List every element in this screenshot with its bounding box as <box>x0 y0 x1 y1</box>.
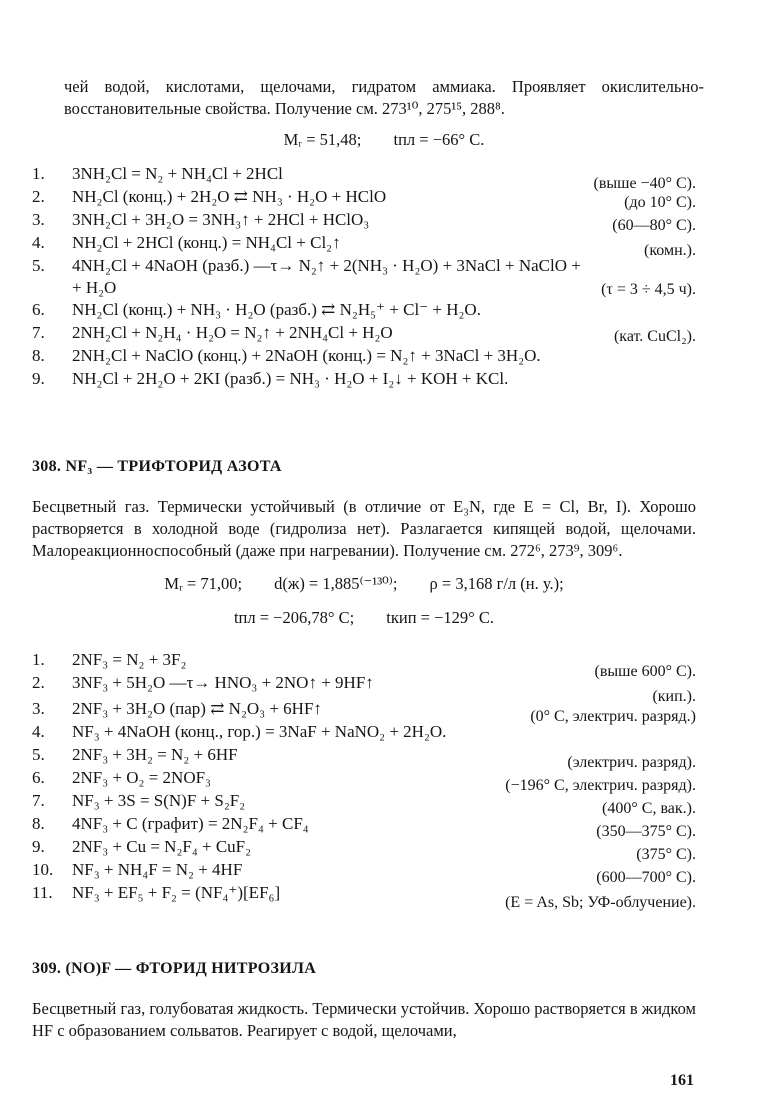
reaction-number: 1. <box>32 164 45 183</box>
reaction-line <box>32 185 696 211</box>
reaction-condition: (τ = 3 ÷ 4,5 ч). <box>601 281 696 298</box>
reaction-equation: 2NH₂Cl + NaClO (конц.) + 2NaOH (конц.) = N₂↑ + 3NaCl + 3H₂O. <box>72 346 541 365</box>
nh2cl-paragraph: чей водой, кислотами, щелочами, гидратом аммиака. Проявляет окислительно-восстановительные свойства. Получение см. 273¹⁰, 275¹⁵, 288⁸. <box>64 77 704 118</box>
reaction-line <box>32 367 696 390</box>
reaction-condition: (400° C, вак.). <box>602 800 696 817</box>
nf3-gas-density: ρ = 3,168 г/л (н. у.); <box>429 574 564 593</box>
nf3-constants-row2 <box>32 606 696 630</box>
nf3-boiling-point: tкип = −129° C. <box>386 608 495 627</box>
nf3-reaction-list <box>32 648 696 911</box>
reaction-line <box>32 254 696 298</box>
reaction-condition: (E = As, Sb; УФ-облучение). <box>505 894 696 911</box>
reaction-condition: (комн.). <box>644 242 696 259</box>
reaction-condition: (электрич. разряд). <box>567 754 696 771</box>
reaction-number: 3. <box>32 699 45 718</box>
nh2cl-constants <box>64 128 704 152</box>
reaction-equation-continuation: + H₂O <box>72 278 117 297</box>
page-number: 161 <box>670 1072 694 1089</box>
reaction-equation: 2NH₂Cl + N₂H₄ · H₂O = N₂↑ + 2NH₄Cl + H₂O <box>72 323 393 342</box>
section-308-paragraph: Бесцветный газ. Термически устойчивый (в отличие от E₃N, где E = Cl, Br, I). Хорошо растворяется в холодной воде (гидролиза нет). Разлагается кипящей водой, щелочами. Малореакционноспособный (даже при нагревании). Получение см. 272⁶, 273⁹, 309⁶. <box>32 497 696 560</box>
reaction-condition: (до 10° C). <box>624 194 696 211</box>
section-309-heading: 309. (NO)F — ФТОРИД НИТРОЗИЛА <box>32 960 317 977</box>
reaction-equation: 3NH₂Cl + 3H₂O = 3NH₃↑ + 2HCl + HClO₃ <box>72 210 370 229</box>
reaction-equation: 4NH₂Cl + 4NaOH (разб.) ―τ→ N₂↑ + 2(NH₃ · H₂O) + 3NaCl + NaClO + <box>72 256 581 275</box>
reaction-equation: NF₃ + EF₅ + F₂ = (NF₄⁺)[EF₆] <box>72 883 281 902</box>
reaction-condition: (выше −40° C). <box>593 175 696 192</box>
reaction-equation: NF₃ + 4NaOH (конц., гор.) = 3NaF + NaNO₂ + 2H₂O. <box>72 722 447 741</box>
nf3-melting-point: tпл = −206,78° C; <box>233 608 355 627</box>
reaction-number: 7. <box>32 791 45 810</box>
reaction-condition: (−196° C, электрич. разряд). <box>505 777 696 794</box>
reaction-line <box>32 697 696 725</box>
reaction-line <box>32 231 696 259</box>
reaction-line <box>32 298 696 321</box>
reaction-line <box>32 162 696 192</box>
reaction-number: 8. <box>32 346 45 365</box>
nh2cl-reaction-list <box>32 162 696 390</box>
reaction-equation: 4NF₃ + C (графит) = 2N₂F₄ + CF₄ <box>72 814 309 833</box>
reaction-number: 6. <box>32 768 45 787</box>
reaction-equation: 3NF₃ + 5H₂O ―τ→ HNO₃ + 2NO↑ + 9HF↑ <box>72 673 374 692</box>
reaction-condition: (кат. CuCl₂). <box>613 328 696 345</box>
reaction-equation: NH₂Cl (конц.) + NH₃ · H₂O (разб.) ⇄ N₂H₅⁺ + Cl⁻ + H₂O. <box>72 300 481 319</box>
reaction-line <box>32 743 696 771</box>
reaction-condition: (375° C). <box>636 846 696 863</box>
reaction-equation: NH₂Cl + 2H₂O + 2KI (разб.) = NH₃ · H₂O + I₂↓ + KOH + KCl. <box>72 369 509 388</box>
reaction-number: 7. <box>32 323 45 342</box>
reaction-condition: (0° C, электрич. разряд.) <box>530 708 696 725</box>
reaction-line <box>32 789 696 817</box>
nh2cl-description <box>64 76 704 162</box>
reaction-number: 8. <box>32 814 45 833</box>
reaction-number: 6. <box>32 300 45 319</box>
reaction-line <box>32 344 696 367</box>
reaction-condition: (выше 600° C). <box>594 663 696 680</box>
reaction-number: 4. <box>32 233 45 252</box>
reaction-condition: (60—80° C). <box>612 217 696 234</box>
section-309 <box>32 960 696 1042</box>
reaction-equation: NH₂Cl + 2HCl (конц.) = NH₄Cl + Cl₂↑ <box>72 233 341 252</box>
reaction-line <box>32 671 696 705</box>
reaction-number: 2. <box>32 673 45 692</box>
reaction-line <box>32 208 696 234</box>
nf3-liquid-density: d(ж) = 1,885⁽⁻¹³⁰⁾; <box>274 574 398 593</box>
reaction-equation: 2NF₃ + O₂ = 2NOF₃ <box>72 768 211 787</box>
nh2cl-melting-point: tпл = −66° C. <box>393 130 485 149</box>
reaction-number: 5. <box>32 745 45 764</box>
reaction-line <box>32 881 696 911</box>
reaction-number: 11. <box>32 883 53 902</box>
reaction-number: 9. <box>32 837 45 856</box>
section-308 <box>32 458 696 640</box>
reaction-line <box>32 835 696 863</box>
reaction-equation: 2NF₃ = N₂ + 3F₂ <box>72 650 187 669</box>
reaction-condition: (350—375° C). <box>596 823 696 840</box>
reaction-line <box>32 720 696 743</box>
reaction-equation: 2NF₃ + 3H₂ = N₂ + 6HF <box>72 745 238 764</box>
reaction-number: 2. <box>32 187 45 206</box>
section-308-heading: 308. NF₃ — ТРИФТОРИД АЗОТА <box>32 458 282 475</box>
reaction-number: 3. <box>32 210 45 229</box>
reaction-number: 5. <box>32 256 45 275</box>
reaction-line <box>32 648 696 680</box>
reaction-line <box>32 812 696 840</box>
nf3-constants-row1 <box>32 572 696 596</box>
reaction-equation: 3NH₂Cl = N₂ + NH₄Cl + 2HCl <box>72 164 283 183</box>
reaction-condition: (кип.). <box>652 688 696 705</box>
reaction-line <box>32 858 696 886</box>
reaction-equation: 2NF₃ + Cu = N₂F₄ + CuF₂ <box>72 837 252 856</box>
reaction-equation: 2NF₃ + 3H₂O (пар) ⇄ N₂O₃ + 6HF↑ <box>72 699 322 718</box>
reaction-number: 4. <box>32 722 45 741</box>
reaction-number: 10. <box>32 860 54 879</box>
nh2cl-molar-mass: Mᵣ = 51,48; <box>283 130 362 149</box>
reaction-equation: NH₂Cl (конц.) + 2H₂O ⇄ NH₃ · H₂O + HClO <box>72 187 387 206</box>
reaction-equation: NF₃ + 3S = S(N)F + S₂F₂ <box>72 791 246 810</box>
reaction-line <box>32 766 696 794</box>
reaction-number: 1. <box>32 650 45 669</box>
reaction-equation: NF₃ + NH₄F = N₂ + 4HF <box>72 860 243 879</box>
reaction-number: 9. <box>32 369 45 388</box>
nf3-molar-mass: Mᵣ = 71,00; <box>164 574 243 593</box>
reaction-line <box>32 321 696 344</box>
reaction-condition: (600—700° C). <box>596 869 696 886</box>
section-309-paragraph: Бесцветный газ, голубоватая жидкость. Термически устойчив. Хорошо растворяется в жидком HF с образованием сольватов. Реагирует с водой, щелочами, <box>32 999 696 1040</box>
